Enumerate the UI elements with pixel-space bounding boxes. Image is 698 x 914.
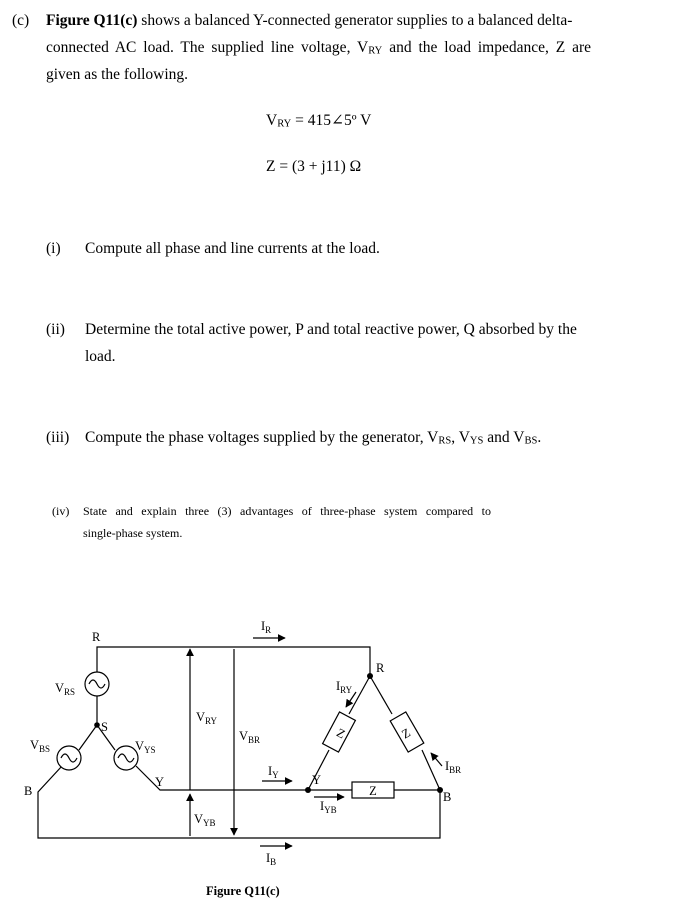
label-iyb: $I_{YB}$ [320,799,337,815]
subq-iii-sub-bs: BS [524,435,538,447]
label-r-load: R [376,661,385,675]
subq-iv-label: (iv) [52,504,70,518]
label-y-load: Y [312,773,322,787]
delta-ry-top [349,676,370,714]
label-ib: $I_B$ [266,851,277,867]
subq-ii-text-line2: load. [85,348,116,365]
subq-iii-sub-rs: RS [438,435,452,447]
wire-b-line [38,766,440,838]
label-z-yb: Z [369,784,377,798]
intro-text-2-tail: and the load impedance, Z are [389,39,591,56]
intro-text-1: shows a balanced Y-connected generator supplies to a balanced delta- [141,12,573,29]
delta-br-top [370,676,392,714]
subq-ii-text: Determine the total active power, P and total reactive power, Q absorbed by the [85,321,577,338]
label-r-gen: R [92,630,101,644]
subq-iii-text-main: Compute the phase voltages supplied by the generator, V [85,429,439,446]
subq-iii-sep1: , V [451,429,470,446]
label-vyb: $V_{YB}$ [194,812,216,828]
source-bs-icon [57,746,81,770]
source-rs-icon [85,672,109,696]
subq-iii-sub-ys: YS [469,435,484,447]
subq-iii-sep2: and V [483,429,525,446]
label-ir: $I_R$ [261,619,272,635]
eq-vry-symbol: V [266,112,278,129]
label-z-ry: Z [334,725,348,742]
label-vry: $V_{RY}$ [196,710,218,726]
equation-z: Z = (3 + j11) Ω [266,158,362,175]
part-label: (c) [12,12,30,29]
subq-i-label: (i) [46,240,61,257]
voltage-arrows [190,649,234,836]
intro-text-2: connected AC load. The supplied line voltage, V [46,39,369,56]
subq-i-text: Compute all phase and line currents at the load. [85,240,380,257]
node-s-dot [94,722,100,728]
subq-iv-text: State and explain three (3) advantages of three-phase system compared to [83,504,491,518]
subq-iii-end: . [537,429,542,446]
eq-vry-subscript: RY [277,118,292,130]
figure-caption: Figure Q11(c) [206,884,280,898]
delta-br-bottom [422,750,440,790]
label-vrs: $V_{RS}$ [55,681,76,697]
label-vbr: $V_{BR}$ [239,729,261,745]
circuit-labels [24,619,461,867]
label-vbs: $V_{BS}$ [30,738,51,754]
label-iy: $I_Y$ [268,764,279,780]
intro-vry-subscript: RY [368,45,383,57]
figure-reference: Figure Q11(c) [46,12,138,29]
label-s: S [101,720,108,734]
label-vys: $V_{YS}$ [135,739,156,755]
subq-iv-text-line2: single-phase system. [83,526,183,540]
eq-vry-value: = 415∠5º V [295,112,372,129]
node-r-dot [367,673,373,679]
node-y-dot [305,787,311,793]
ibr-arrow [431,753,442,766]
label-z-br: Z [399,725,413,742]
wire-b-phase [79,725,97,750]
label-iry: $I_{RY}$ [336,679,353,695]
subq-ii-label: (ii) [46,321,65,338]
label-b-gen: B [24,784,33,798]
label-y-gen: Y [155,775,165,789]
intro-line-3: given as the following. [46,66,189,83]
label-b-load: B [443,790,452,804]
label-ibr: $I_{BR}$ [445,759,462,775]
subq-iii-label: (iii) [46,429,70,446]
